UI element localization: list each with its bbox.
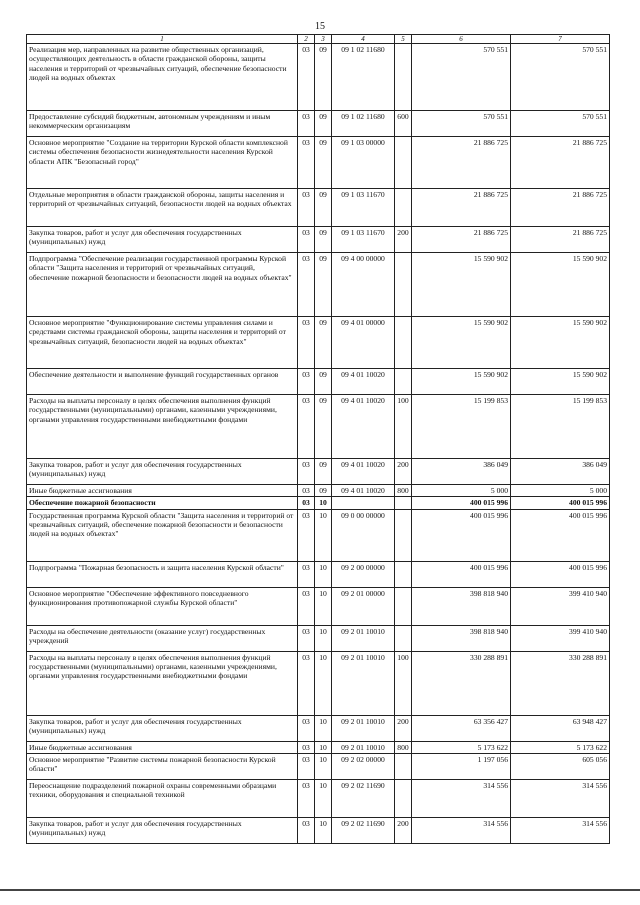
expense-type-cell: 100 [395, 395, 412, 459]
amount-second-cell: 21 886 725 [511, 137, 610, 189]
target-article-cell: 09 0 00 00000 [332, 509, 395, 561]
section-code-cell: 03 [298, 44, 315, 111]
amount-second-cell: 15 590 902 [511, 369, 610, 395]
subsection-code-cell: 09 [315, 395, 332, 459]
table-row [27, 111, 610, 137]
amount-first-cell: 15 590 902 [412, 317, 511, 369]
amount-second-cell: 21 886 725 [511, 189, 610, 227]
amount-first-cell: 398 818 940 [412, 625, 511, 651]
target-article-cell: 09 4 01 10020 [332, 459, 395, 485]
row-name-cell: Обеспечение деятельности и выполнение функций государственных органов [27, 369, 298, 395]
section-code-cell: 03 [298, 317, 315, 369]
subsection-code-cell: 09 [315, 227, 332, 253]
column-header: 2 [298, 35, 315, 44]
amount-first-cell: 15 590 902 [412, 253, 511, 317]
table-row [27, 189, 610, 227]
expense-type-cell [395, 317, 412, 369]
amount-second-cell: 400 015 996 [511, 561, 610, 587]
row-name-cell: Предоставление субсидий бюджетным, автономным учреждениям и иным некоммерческим организациям [27, 111, 298, 137]
expense-type-cell: 100 [395, 651, 412, 715]
subsection-code-cell: 09 [315, 137, 332, 189]
row-name-cell: Реализация мер, направленных на развитие общественных организаций, осуществляющих деятельность в области гражданской обороны, защиты населения и территорий от чрезвычайных ситуаций, обеспечение безопасности людей на водных объектах [27, 44, 298, 111]
amount-first-cell: 5 173 622 [412, 741, 511, 753]
column-header: 4 [332, 35, 395, 44]
section-code-cell: 03 [298, 485, 315, 497]
target-article-cell: 09 4 01 10020 [332, 369, 395, 395]
expense-type-cell: 200 [395, 459, 412, 485]
amount-second-cell: 5 173 622 [511, 741, 610, 753]
amount-first-cell: 330 288 891 [412, 651, 511, 715]
table-row [27, 369, 610, 395]
target-article-cell: 09 4 01 00000 [332, 317, 395, 369]
amount-first-cell: 400 015 996 [412, 561, 511, 587]
subsection-code-cell: 10 [315, 497, 332, 509]
subsection-code-cell: 10 [315, 715, 332, 741]
budget-table [26, 34, 610, 844]
target-article-cell: 09 1 03 00000 [332, 137, 395, 189]
expense-type-cell [395, 253, 412, 317]
subsection-code-cell: 09 [315, 44, 332, 111]
section-code-cell: 03 [298, 817, 315, 843]
amount-first-cell: 15 590 902 [412, 369, 511, 395]
section-code-cell: 03 [298, 753, 315, 779]
target-article-cell: 09 2 01 10010 [332, 715, 395, 741]
section-code-cell: 03 [298, 715, 315, 741]
table-row [27, 625, 610, 651]
expense-type-cell: 800 [395, 741, 412, 753]
amount-second-cell: 400 015 996 [511, 509, 610, 561]
column-number-row [27, 35, 610, 44]
bottom-rule [0, 889, 640, 891]
column-header: 5 [395, 35, 412, 44]
subsection-code-cell: 10 [315, 587, 332, 625]
expense-type-cell: 200 [395, 227, 412, 253]
table-row [27, 459, 610, 485]
expense-type-cell [395, 369, 412, 395]
section-code-cell: 03 [298, 651, 315, 715]
subsection-code-cell: 09 [315, 189, 332, 227]
section-code-cell: 03 [298, 395, 315, 459]
row-name-cell: Расходы на выплаты персоналу в целях обеспечения выполнения функций государственными (муниципальными) органами, казенными учреждениями, органами управления государственными внебюджетными фондами [27, 651, 298, 715]
table-row [27, 779, 610, 817]
section-code-cell: 03 [298, 111, 315, 137]
table-row [27, 651, 610, 715]
subsection-code-cell: 10 [315, 779, 332, 817]
subsection-code-cell: 10 [315, 625, 332, 651]
row-name-cell: Закупка товаров, работ и услуг для обеспечения государственных (муниципальных) нужд [27, 715, 298, 741]
section-code-cell: 03 [298, 459, 315, 485]
expense-type-cell [395, 753, 412, 779]
section-code-cell: 03 [298, 137, 315, 189]
target-article-cell: 09 2 02 11690 [332, 779, 395, 817]
amount-first-cell: 21 886 725 [412, 189, 511, 227]
row-name-cell: Основное мероприятие "Обеспечение эффективного повседневного функционирования противопожарной службы Курской области" [27, 587, 298, 625]
table-row [27, 395, 610, 459]
table-row [27, 137, 610, 189]
section-code-cell: 03 [298, 587, 315, 625]
amount-second-cell: 63 948 427 [511, 715, 610, 741]
subsection-code-cell: 09 [315, 459, 332, 485]
row-name-cell: Основное мероприятие "Функционирование системы управления силами и средствами системы гражданской обороны, защиты населения и территорий от чрезвычайных ситуаций, безопасности людей на водных объектах" [27, 317, 298, 369]
amount-first-cell: 400 015 996 [412, 497, 511, 509]
subsection-code-cell: 09 [315, 317, 332, 369]
section-code-cell: 03 [298, 369, 315, 395]
target-article-cell: 09 2 02 11690 [332, 817, 395, 843]
table-row [27, 509, 610, 561]
row-name-cell: Обеспечение пожарной безопасности [27, 497, 298, 509]
row-name-cell: Закупка товаров, работ и услуг для обеспечения государственных (муниципальных) нужд [27, 817, 298, 843]
amount-second-cell: 570 551 [511, 44, 610, 111]
section-code-cell: 03 [298, 497, 315, 509]
section-code-cell: 03 [298, 561, 315, 587]
table-row [27, 485, 610, 497]
expense-type-cell [395, 561, 412, 587]
expense-type-cell [395, 779, 412, 817]
subsection-code-cell: 09 [315, 369, 332, 395]
target-article-cell: 09 2 00 00000 [332, 561, 395, 587]
table-row [27, 497, 610, 509]
amount-first-cell: 15 199 853 [412, 395, 511, 459]
table-row [27, 741, 610, 753]
target-article-cell: 09 1 03 11670 [332, 227, 395, 253]
expense-type-cell [395, 44, 412, 111]
amount-second-cell: 570 551 [511, 111, 610, 137]
row-name-cell: Отдельные мероприятия в области гражданской обороны, защиты населения и территорий от чрезвычайных ситуаций, безопасности людей на водных объектах [27, 189, 298, 227]
amount-second-cell: 314 556 [511, 779, 610, 817]
subsection-code-cell: 10 [315, 561, 332, 587]
section-code-cell: 03 [298, 227, 315, 253]
expense-type-cell [395, 497, 412, 509]
section-code-cell: 03 [298, 189, 315, 227]
amount-second-cell: 21 886 725 [511, 227, 610, 253]
table-row [27, 587, 610, 625]
budget-table-body [27, 44, 610, 844]
subsection-code-cell: 09 [315, 253, 332, 317]
column-header: 7 [511, 35, 610, 44]
table-row [27, 715, 610, 741]
subsection-code-cell: 10 [315, 753, 332, 779]
expense-type-cell [395, 189, 412, 227]
row-name-cell: Переоснащение подразделений пожарной охраны современными образцами техники, оборудования и специальной техникой [27, 779, 298, 817]
amount-second-cell: 399 410 940 [511, 625, 610, 651]
amount-second-cell: 400 015 996 [511, 497, 610, 509]
amount-first-cell: 570 551 [412, 44, 511, 111]
amount-first-cell: 21 886 725 [412, 227, 511, 253]
column-header: 6 [412, 35, 511, 44]
subsection-code-cell: 09 [315, 485, 332, 497]
table-row [27, 227, 610, 253]
column-header: 3 [315, 35, 332, 44]
row-name-cell: Основное мероприятие "Развитие системы пожарной безопасности Курской области" [27, 753, 298, 779]
table-row [27, 817, 610, 843]
section-code-cell: 03 [298, 253, 315, 317]
subsection-code-cell: 10 [315, 509, 332, 561]
target-article-cell: 09 1 03 11670 [332, 189, 395, 227]
row-name-cell: Расходы на выплаты персоналу в целях обеспечения выполнения функций государственными (муниципальными) органами, казенными учреждениями, органами управления государственными внебюджетными фондами [27, 395, 298, 459]
section-code-cell: 03 [298, 741, 315, 753]
row-name-cell: Подпрограмма "Обеспечение реализации государственной программы Курской области "Защита населения и территорий от чрезвычайных ситуаций, обеспечение пожарной безопасности и безопасности людей на водных объектах" [27, 253, 298, 317]
amount-second-cell: 386 049 [511, 459, 610, 485]
row-name-cell: Подпрограмма "Пожарная безопасность и защита населения Курской области" [27, 561, 298, 587]
target-article-cell: 09 1 02 11680 [332, 44, 395, 111]
target-article-cell: 09 4 00 00000 [332, 253, 395, 317]
amount-second-cell: 5 000 [511, 485, 610, 497]
amount-first-cell: 386 049 [412, 459, 511, 485]
expense-type-cell [395, 587, 412, 625]
section-code-cell: 03 [298, 509, 315, 561]
amount-first-cell: 1 197 056 [412, 753, 511, 779]
row-name-cell: Закупка товаров, работ и услуг для обеспечения государственных (муниципальных) нужд [27, 459, 298, 485]
target-article-cell: 09 2 01 10010 [332, 651, 395, 715]
table-row [27, 253, 610, 317]
table-row [27, 561, 610, 587]
amount-second-cell: 15 590 902 [511, 253, 610, 317]
expense-type-cell [395, 509, 412, 561]
amount-first-cell: 570 551 [412, 111, 511, 137]
row-name-cell: Иные бюджетные ассигнования [27, 741, 298, 753]
target-article-cell: 09 1 02 11680 [332, 111, 395, 137]
table-row [27, 44, 610, 111]
section-code-cell: 03 [298, 779, 315, 817]
target-article-cell: 09 2 01 10010 [332, 741, 395, 753]
column-header: 1 [27, 35, 298, 44]
expense-type-cell: 800 [395, 485, 412, 497]
amount-second-cell: 15 590 902 [511, 317, 610, 369]
target-article-cell: 09 2 01 10010 [332, 625, 395, 651]
amount-first-cell: 398 818 940 [412, 587, 511, 625]
target-article-cell: 09 4 01 10020 [332, 485, 395, 497]
amount-first-cell: 5 000 [412, 485, 511, 497]
amount-first-cell: 400 015 996 [412, 509, 511, 561]
target-article-cell: 09 2 02 00000 [332, 753, 395, 779]
amount-second-cell: 399 410 940 [511, 587, 610, 625]
amount-first-cell: 63 356 427 [412, 715, 511, 741]
amount-second-cell: 314 556 [511, 817, 610, 843]
row-name-cell: Расходы на обеспечение деятельности (оказание услуг) государственных учреждений [27, 625, 298, 651]
expense-type-cell [395, 137, 412, 189]
target-article-cell: 09 2 01 00000 [332, 587, 395, 625]
subsection-code-cell: 10 [315, 817, 332, 843]
row-name-cell: Основное мероприятие "Создание на территории Курской области комплексной системы обеспечения безопасности жизнедеятельности населения Курской области АПК "Безопасный город" [27, 137, 298, 189]
subsection-code-cell: 10 [315, 651, 332, 715]
row-name-cell: Иные бюджетные ассигнования [27, 485, 298, 497]
amount-first-cell: 314 556 [412, 779, 511, 817]
table-row [27, 317, 610, 369]
table-row [27, 753, 610, 779]
amount-second-cell: 330 288 891 [511, 651, 610, 715]
page-number: 15 [315, 21, 325, 32]
amount-second-cell: 15 199 853 [511, 395, 610, 459]
row-name-cell: Государственная программа Курской области "Защита населения и территорий от чрезвычайных ситуаций, обеспечение пожарной безопасности и безопасности людей на водных объектах" [27, 509, 298, 561]
amount-second-cell: 605 056 [511, 753, 610, 779]
target-article-cell: 09 4 01 10020 [332, 395, 395, 459]
amount-first-cell: 314 556 [412, 817, 511, 843]
target-article-cell [332, 497, 395, 509]
subsection-code-cell: 09 [315, 111, 332, 137]
subsection-code-cell: 10 [315, 741, 332, 753]
section-code-cell: 03 [298, 625, 315, 651]
expense-type-cell [395, 625, 412, 651]
row-name-cell: Закупка товаров, работ и услуг для обеспечения государственных (муниципальных) нужд [27, 227, 298, 253]
expense-type-cell: 600 [395, 111, 412, 137]
expense-type-cell: 200 [395, 817, 412, 843]
expense-type-cell: 200 [395, 715, 412, 741]
amount-first-cell: 21 886 725 [412, 137, 511, 189]
